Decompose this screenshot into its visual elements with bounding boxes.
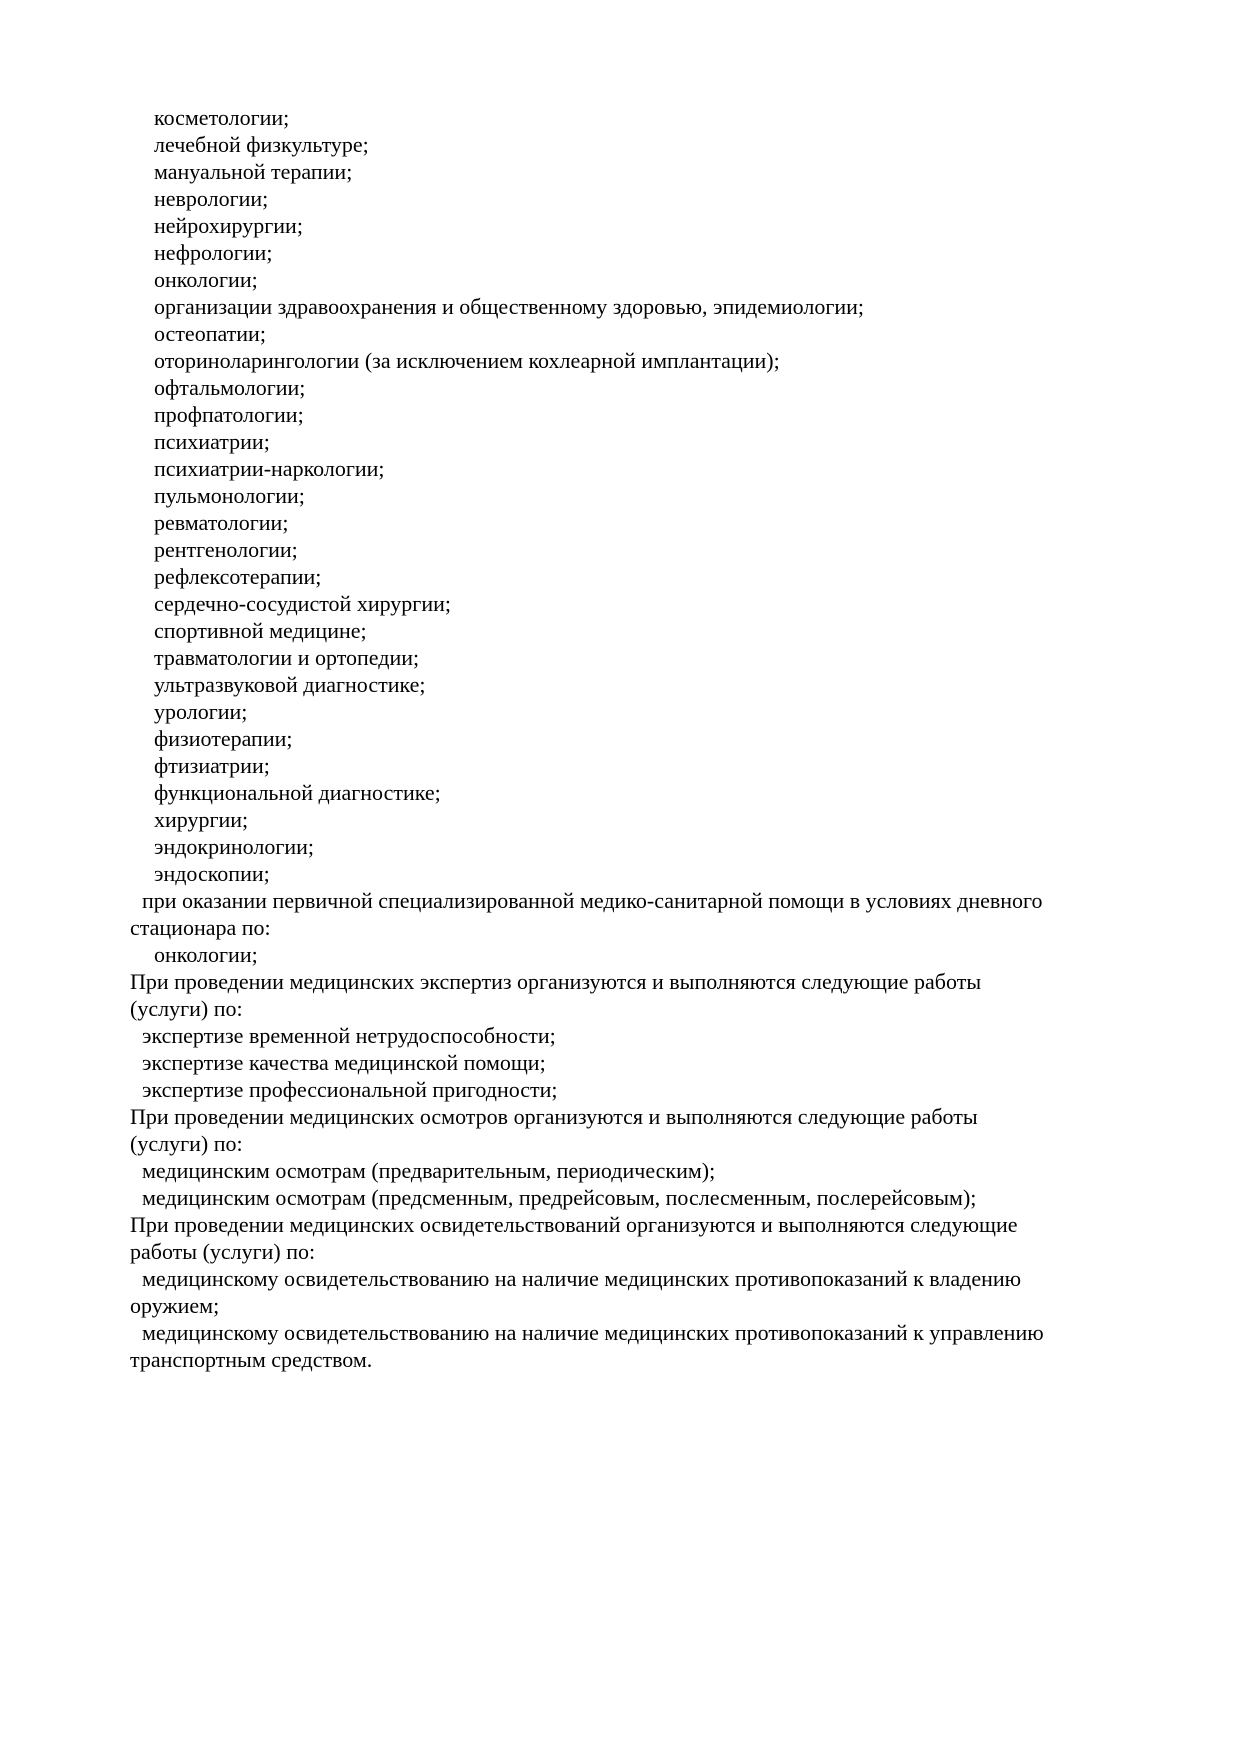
text-line: стационара по: bbox=[130, 915, 271, 940]
text-line: При проведении медицинских экспертиз организуются и выполняются следующие работы bbox=[130, 969, 982, 994]
text-line: эндокринологии; bbox=[154, 834, 315, 859]
text-line: ревматологии; bbox=[154, 510, 289, 535]
text-line: психиатрии-наркологии; bbox=[154, 456, 385, 481]
text-line: экспертизе качества медицинской помощи; bbox=[142, 1050, 546, 1075]
text-line: онкологии; bbox=[154, 267, 258, 292]
text-line: травматологии и ортопедии; bbox=[154, 645, 420, 670]
text-line: ультразвуковой диагностике; bbox=[154, 672, 426, 697]
text-line: психиатрии; bbox=[154, 429, 270, 454]
text-line: нефрологии; bbox=[154, 240, 273, 265]
text-line: профпатологии; bbox=[154, 402, 304, 427]
text-line: функциональной диагностике; bbox=[154, 780, 441, 805]
text-line: сердечно-сосудистой хирургии; bbox=[154, 591, 451, 616]
document-text-block bbox=[130, 104, 1112, 1373]
text-line: экспертизе профессиональной пригодности; bbox=[142, 1077, 558, 1102]
text-line: при оказании первичной специализированной медико-санитарной помощи в условиях дневного bbox=[142, 888, 1043, 913]
text-line: транспортным средством. bbox=[130, 1347, 373, 1372]
text-line: (услуги) по: bbox=[130, 996, 243, 1021]
text-line: оружием; bbox=[130, 1293, 220, 1318]
text-line: остеопатии; bbox=[154, 321, 266, 346]
text-line: медицинскому освидетельствованию на наличие медицинских противопоказаний к владению bbox=[142, 1266, 1022, 1291]
text-line: медицинским осмотрам (предварительным, периодическим); bbox=[142, 1158, 716, 1183]
text-line: хирургии; bbox=[154, 807, 249, 832]
text-line: рентгенологии; bbox=[154, 537, 298, 562]
text-line: (услуги) по: bbox=[130, 1131, 243, 1156]
text-line: онкологии; bbox=[154, 942, 258, 967]
text-line: рефлексотерапии; bbox=[154, 564, 322, 589]
text-line: организации здравоохранения и общественному здоровью, эпидемиологии; bbox=[154, 294, 865, 319]
text-line: При проведении медицинских осмотров организуются и выполняются следующие работы bbox=[130, 1104, 978, 1129]
text-line: экспертизе временной нетрудоспособности; bbox=[142, 1023, 556, 1048]
text-line: нейрохирургии; bbox=[154, 213, 303, 238]
text-line: работы (услуги) по: bbox=[130, 1239, 316, 1264]
text-line: косметологии; bbox=[154, 105, 290, 130]
text-line: спортивной медицине; bbox=[154, 618, 367, 643]
text-line: эндоскопии; bbox=[154, 861, 270, 886]
text-line: лечебной физкультуре; bbox=[154, 132, 369, 157]
text-line: урологии; bbox=[154, 699, 248, 724]
text-line: неврологии; bbox=[154, 186, 269, 211]
text-line: оториноларингологии (за исключением кохлеарной имплантации); bbox=[154, 348, 780, 373]
text-line: медицинскому освидетельствованию на наличие медицинских противопоказаний к управлению bbox=[142, 1320, 1044, 1345]
text-line: офтальмологии; bbox=[154, 375, 306, 400]
text-line: физиотерапии; bbox=[154, 726, 293, 751]
text-line: При проведении медицинских освидетельствований организуются и выполняются следующие bbox=[130, 1212, 1018, 1237]
text-line: мануальной терапии; bbox=[154, 159, 353, 184]
text-line: пульмонологии; bbox=[154, 483, 305, 508]
text-line: медицинским осмотрам (предсменным, предрейсовым, послесменным, послерейсовым); bbox=[142, 1185, 977, 1210]
text-line: фтизиатрии; bbox=[154, 753, 270, 778]
